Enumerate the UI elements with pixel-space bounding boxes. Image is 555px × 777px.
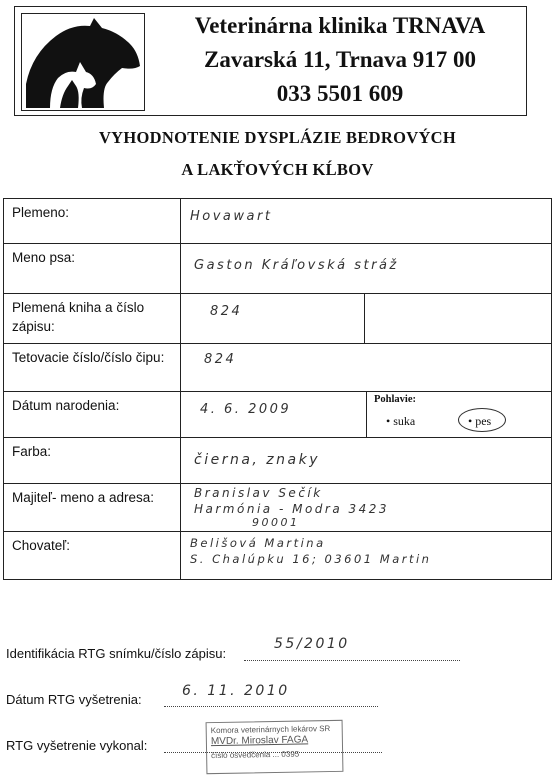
page-title-line1: VYHODNOTENIE DYSPLÁZIE BEDROVÝCH xyxy=(98,128,457,147)
birth-date-label: Dátum narodenia: xyxy=(12,398,120,413)
breeder-name: Belišová Martina xyxy=(190,536,326,550)
form-row-tattoo xyxy=(4,343,551,392)
form-row-dog-name xyxy=(4,243,551,294)
veterinarian-stamp xyxy=(206,720,344,774)
dog-info-form xyxy=(3,198,552,580)
breed-value: Hovawart xyxy=(190,209,273,224)
studbook-label: Plemená kniha a číslo zápisu: xyxy=(12,300,145,334)
clinic-address: Zavarská 11, Trnava 917 00 xyxy=(204,47,476,72)
stamp-line1: Komora veterinárnych lekárov SR xyxy=(210,724,331,736)
sex-label: Pohlavie: xyxy=(374,394,416,405)
studbook-value: 824 xyxy=(210,304,243,319)
breed-label: Plemeno: xyxy=(12,205,70,220)
owner-name: Branislav Sečík xyxy=(194,486,323,500)
rtg-by-label: RTG vyšetrenie vykonal: xyxy=(6,738,148,753)
dog-and-cat-silhouette-icon xyxy=(22,14,144,110)
owner-label: Majiteľ- meno a adresa: xyxy=(12,490,155,505)
clinic-phone: 033 5501 609 xyxy=(276,81,404,106)
sex-divider xyxy=(366,392,367,438)
rtg-id-dotted-line xyxy=(244,660,460,661)
form-row-color xyxy=(4,437,551,484)
rtg-id-value: 55/2010 xyxy=(274,636,350,652)
tattoo-label: Tetovacie číslo/číslo čipu: xyxy=(12,350,165,365)
studbook-divider xyxy=(364,294,365,344)
owner-postcode: 90001 xyxy=(252,516,300,529)
color-value: čierna, znaky xyxy=(194,452,321,468)
rtg-date-label: Dátum RTG vyšetrenia: xyxy=(6,692,142,707)
birth-date-value: 4. 6. 2009 xyxy=(200,402,292,417)
form-row-breed xyxy=(4,199,551,243)
form-row-studbook xyxy=(4,293,551,344)
color-label: Farba: xyxy=(12,444,52,459)
rtg-date-dotted-line xyxy=(164,706,378,707)
tattoo-value: 824 xyxy=(204,352,237,367)
clinic-name: Veterinárna klinika TRNAVA xyxy=(194,13,486,38)
clinic-logo xyxy=(21,13,145,111)
form-row-owner xyxy=(4,483,551,532)
rtg-date-value: 6. 11. 2010 xyxy=(182,683,290,699)
sex-option-female: • suka xyxy=(386,414,416,428)
form-row-breeder xyxy=(4,531,551,580)
dog-name-label: Meno psa: xyxy=(12,250,76,265)
page-title-line2: A LAKŤOVÝCH KĹBOV xyxy=(181,160,374,179)
stamp-line2: MVDr. Miroslav FAGA xyxy=(210,734,309,748)
form-row-birth-date xyxy=(4,391,551,438)
stamp-line3: číslo osvedčenia ... 0395 xyxy=(211,749,300,761)
owner-address: Harmónia - Modra 3423 xyxy=(194,502,390,516)
rtg-id-label: Identifikácia RTG snímku/číslo zápisu: xyxy=(6,646,227,661)
breeder-address: S. Chalúpku 16; 03601 Martin xyxy=(190,552,432,566)
dog-name-value: Gaston Kráľovská stráž xyxy=(194,258,399,273)
breeder-label: Chovateľ: xyxy=(12,538,70,553)
sex-option-male: • pes xyxy=(468,414,492,428)
clinic-header xyxy=(14,6,527,116)
